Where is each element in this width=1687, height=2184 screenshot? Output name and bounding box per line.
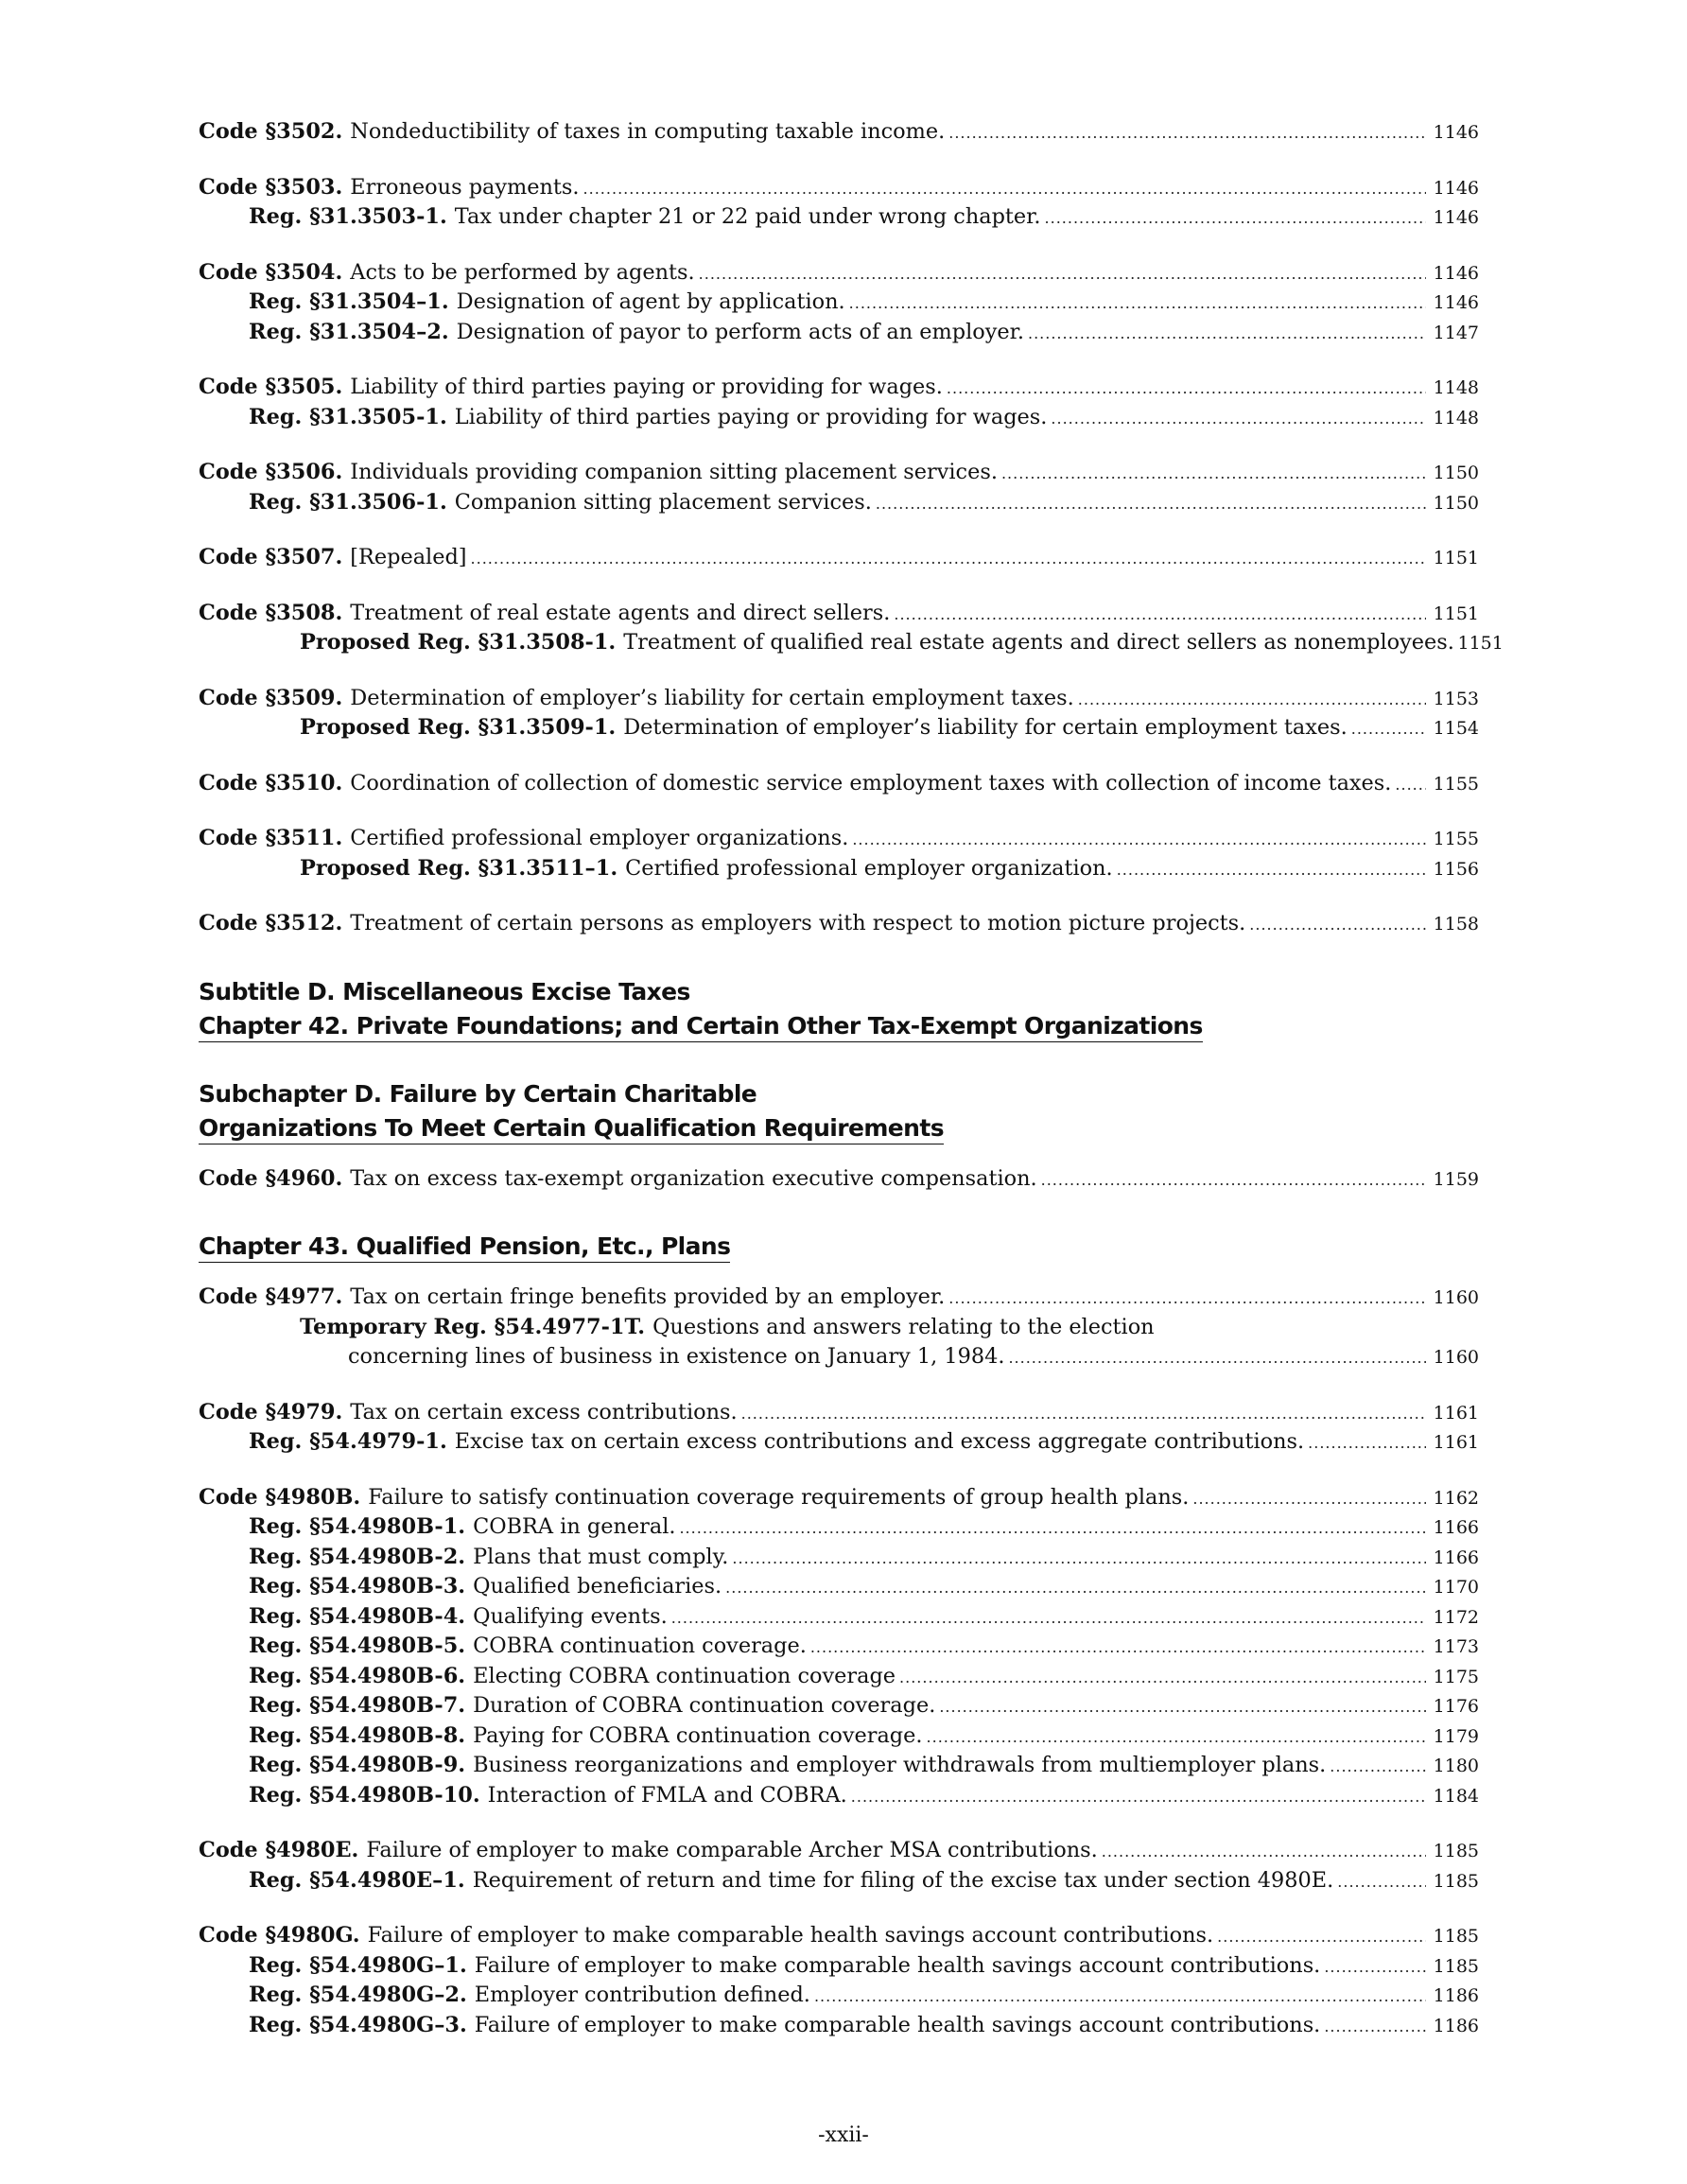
toc-entry-title: Nondeductibility of taxes in computing taxable income.: [350, 119, 946, 144]
dot-leader: [699, 265, 1426, 283]
toc-entry-title: [Repealed]: [350, 545, 467, 569]
subtitle-heading: Subtitle D. Miscellaneous Excise Taxes: [199, 977, 690, 1005]
toc-entry-page-number: 1146: [1433, 177, 1479, 199]
toc-entry: [199, 204, 1479, 235]
toc-entry-reference: Reg. §54.4980B-9.: [249, 1753, 466, 1777]
toc-entry: [199, 175, 1479, 205]
toc-entry-reference: Reg. §31.3503-1.: [249, 204, 447, 229]
toc-entry-title: Liability of third parties paying or providing for wages.: [454, 404, 1048, 429]
dot-leader: [1117, 861, 1426, 879]
toc-entry: [199, 119, 1479, 149]
toc-entry: [199, 715, 1479, 745]
dot-leader: [1217, 1928, 1426, 1946]
dot-leader: [1028, 324, 1426, 342]
toc-entry-page-number: 1186: [1433, 2015, 1479, 2036]
toc-entry: [199, 1664, 1479, 1694]
page-number: -xxii-: [818, 2123, 869, 2147]
toc-entry-title: Failure of employer to make comparable health savings account contributions.: [474, 1952, 1321, 1978]
dot-leader: [1041, 1171, 1426, 1189]
toc-entry-reference: Proposed Reg. §31.3511–1.: [300, 855, 618, 881]
toc-entry: [199, 601, 1479, 631]
toc-entry-title: Questions and answers relating to the election: [652, 1314, 1155, 1339]
toc-entry: [199, 1400, 1479, 1430]
toc-entry-reference: Reg. §54.4980B-8.: [249, 1722, 466, 1748]
toc-entry-page-number: 1153: [1433, 688, 1479, 709]
toc-entry: [199, 1166, 1479, 1197]
dot-leader: [948, 124, 1426, 142]
toc-entry: [199, 686, 1479, 716]
toc-entry-title: Qualified beneficiaries.: [473, 1574, 722, 1599]
toc-entry-page-number: 1158: [1433, 914, 1479, 935]
toc-entry-page-number: 1162: [1433, 1487, 1479, 1509]
toc-entry: [199, 1723, 1479, 1754]
toc-entry-page-number: 1185: [1433, 1955, 1479, 1977]
toc-entry-page-number: 1161: [1433, 1402, 1479, 1424]
toc-entry-title: Tax on excess tax-exempt organization executive compensation.: [350, 1165, 1037, 1191]
toc-entry: [199, 320, 1479, 350]
toc-entry-page-number: 1179: [1433, 1725, 1479, 1747]
toc-entry-reference: Code §3510.: [199, 770, 343, 795]
toc-entry-title: Tax on certain fringe benefits provided by an employer.: [350, 1284, 946, 1309]
toc-entry-title: Interaction of FMLA and COBRA.: [487, 1782, 847, 1808]
dot-leader: [1249, 916, 1426, 934]
toc-entry-reference: Reg. §54.4980B-5.: [249, 1634, 466, 1658]
toc-entry-page-number: 1166: [1433, 1546, 1479, 1568]
subtitle-d-heading-block: [199, 975, 1479, 1043]
toc-entry-reference: Reg. §54.4979-1.: [249, 1429, 447, 1454]
toc-entry-page-number: 1180: [1433, 1756, 1479, 1776]
toc-entry-reference: Reg. §54.4980B-3.: [249, 1574, 466, 1599]
toc-section-chapter-42: [199, 1166, 1479, 1197]
dot-leader: [894, 605, 1426, 623]
dot-leader: [583, 180, 1426, 198]
dot-leader: [810, 1638, 1426, 1656]
toc-entry-page-number: 1161: [1433, 1432, 1479, 1453]
table-of-contents: [199, 119, 1504, 2042]
toc-entry-reference: Reg. §54.4980G–3.: [249, 2012, 467, 2037]
dot-leader: [1078, 690, 1426, 708]
toc-entry-reference: Code §3509.: [199, 685, 343, 710]
toc-entry: [199, 545, 1479, 575]
toc-entry-page-number: 1175: [1433, 1666, 1479, 1687]
toc-entry-title: Qualifying events.: [473, 1603, 668, 1629]
toc-entry-reference: Code §3505.: [199, 375, 343, 399]
toc-entry: [199, 826, 1479, 856]
toc-entry-title: Erroneous payments.: [350, 174, 580, 200]
dot-leader: [1337, 1873, 1426, 1891]
toc-section-subtitle-c: [199, 119, 1504, 941]
toc-entry-reference: Code §4980G.: [199, 1923, 360, 1948]
toc-entry-title: concerning lines of business in existence on January 1, 1984.: [348, 1344, 1005, 1369]
toc-entry: [199, 1485, 1479, 1515]
toc-entry-page-number: 1160: [1433, 1347, 1479, 1368]
toc-entry-title: Certified professional employer organizations.: [350, 826, 849, 850]
toc-entry-title: Plans that must comply.: [473, 1544, 729, 1569]
toc-entry-reference: Reg. §54.4980G–1.: [249, 1952, 467, 1978]
dot-leader: [876, 495, 1426, 513]
toc-entry-page-number: 1173: [1433, 1636, 1479, 1657]
chapter-43-heading: Chapter 43. Qualified Pension, Etc., Plans: [199, 1231, 730, 1263]
toc-entry-reference: Code §3502.: [199, 119, 343, 144]
toc-entry: [199, 1574, 1479, 1604]
toc-entry-title: Failure of employer to make comparable health savings account contributions.: [367, 1923, 1214, 1948]
toc-entry: [199, 1923, 1479, 1953]
toc-entry: [199, 490, 1479, 520]
toc-entry-page-number: 1176: [1433, 1696, 1479, 1717]
chapter-42-heading: Chapter 42. Private Foundations; and Certain Other Tax-Exempt Organizations: [199, 1010, 1203, 1042]
toc-entry-reference: Code §4980B.: [199, 1484, 361, 1510]
toc-entry-page-number: 1146: [1433, 262, 1479, 284]
toc-entry-page-number: 1155: [1433, 773, 1479, 795]
toc-entry-reference: Reg. §54.4980E–1.: [249, 1867, 465, 1893]
toc-entry: [199, 771, 1479, 801]
toc-entry: [199, 460, 1479, 490]
toc-entry-title: Companion sitting placement services.: [454, 489, 872, 515]
toc-entry-reference: Reg. §54.4980G–2.: [249, 1983, 467, 2007]
dot-leader: [1351, 720, 1426, 738]
toc-entry-page-number: 1170: [1433, 1577, 1479, 1598]
toc-entry: [199, 260, 1479, 290]
toc-entry-reference: Reg. §54.4980B-1.: [249, 1514, 466, 1539]
toc-entry-title: Certified professional employer organization.: [625, 855, 1113, 881]
toc-entry-page-number: 1159: [1433, 1168, 1479, 1190]
toc-entry-title: Coordination of collection of domestic service employment taxes with collection of income taxes.: [350, 770, 1392, 795]
dot-leader: [927, 1728, 1426, 1746]
dot-leader: [814, 1987, 1426, 2005]
toc-entry: [199, 1514, 1479, 1545]
toc-entry: [199, 405, 1479, 435]
toc-entry-reference: Reg. §31.3506-1.: [249, 489, 447, 515]
toc-entry: [199, 911, 1479, 941]
toc-entry: [199, 1953, 1479, 1983]
toc-entry-reference: Code §3508.: [199, 600, 343, 625]
dot-leader: [948, 1289, 1426, 1307]
toc-entry-title: Requirement of return and time for filing of the excise tax under section 4980E.: [472, 1867, 1334, 1893]
toc-entry-reference: Proposed Reg. §31.3508-1.: [300, 630, 617, 655]
toc-entry-page-number: 1172: [1433, 1606, 1479, 1628]
toc-entry-page-number: 1146: [1433, 122, 1479, 143]
toc-entry-reference: Reg. §31.3505-1.: [249, 404, 447, 429]
toc-entry-page-number: 1185: [1433, 1841, 1479, 1861]
toc-entry: [199, 1868, 1479, 1898]
toc-entry-reference: Code §3511.: [199, 826, 343, 850]
toc-entry-page-number: 1148: [1433, 377, 1479, 398]
toc-entry-reference: Reg. §54.4980B-10.: [249, 1782, 480, 1808]
toc-entry-title: Failure of employer to make comparable health savings account contributions.: [474, 2012, 1321, 2037]
toc-entry-page-number: 1151: [1433, 548, 1479, 568]
dot-leader: [1324, 1958, 1426, 1976]
toc-entry-title: Liability of third parties paying or providing for wages.: [350, 375, 943, 399]
toc-entry: [199, 1753, 1479, 1783]
toc-entry: [199, 1634, 1479, 1664]
toc-entry-reference: Proposed Reg. §31.3509-1.: [300, 715, 617, 740]
toc-entry-title: COBRA in general.: [473, 1514, 676, 1539]
toc-entry-page-number: 1154: [1433, 718, 1479, 739]
dot-leader: [679, 1519, 1426, 1537]
toc-entry-title: COBRA continuation coverage.: [473, 1634, 807, 1658]
dot-leader: [939, 1698, 1426, 1716]
toc-entry-reference: Code §3503.: [199, 174, 343, 200]
chapter-43-heading-block: [199, 1230, 1479, 1264]
toc-entry-reference: Code §3512.: [199, 911, 343, 935]
toc-entry-page-number: 1148: [1433, 407, 1479, 428]
dot-leader: [852, 830, 1426, 848]
toc-entry-title: Paying for COBRA continuation coverage.: [473, 1722, 923, 1748]
toc-entry: [199, 1284, 1479, 1315]
dot-leader: [1001, 464, 1426, 482]
toc-entry-reference: Code §4980E.: [199, 1838, 359, 1862]
toc-section-chapter-43: [199, 1284, 1479, 2042]
dot-leader: [1308, 1434, 1426, 1452]
toc-entry: [199, 2013, 1479, 2043]
dot-leader: [1051, 410, 1426, 428]
toc-entry-page-number: 1150: [1433, 492, 1479, 514]
toc-entry-title: Treatment of real estate agents and direct sellers.: [350, 600, 891, 625]
toc-entry-title: Excise tax on certain excess contributions and excess aggregate contributions.: [454, 1429, 1305, 1454]
subchapter-d-heading-block: [199, 1077, 1479, 1145]
toc-entry-title: Determination of employer’s liability for certain employment taxes.: [623, 715, 1348, 740]
dot-leader: [851, 1788, 1426, 1806]
toc-entry-page-number: 1146: [1433, 292, 1479, 313]
toc-entry-reference: Code §3504.: [199, 259, 343, 285]
toc-entry-page-number: 1186: [1433, 1985, 1479, 2006]
toc-entry: [199, 1315, 1479, 1345]
toc-entry-page-number: 1151: [1433, 603, 1479, 624]
toc-entry: [199, 375, 1479, 405]
toc-entry: [199, 1545, 1479, 1575]
dot-leader: [1395, 776, 1426, 794]
dot-leader: [1008, 1349, 1426, 1367]
dot-leader: [1330, 1757, 1426, 1775]
dot-leader: [732, 1549, 1426, 1567]
dot-leader: [1102, 1843, 1426, 1861]
toc-entry-title: Duration of COBRA continuation coverage.: [473, 1693, 936, 1718]
dot-leader: [899, 1669, 1426, 1686]
toc-entry-reference: Code §4977.: [199, 1284, 343, 1309]
toc-entry-title: Business reorganizations and employer withdrawals from multiemployer plans.: [473, 1753, 1327, 1777]
toc-entry-title: Employer contribution defined.: [474, 1983, 810, 2007]
toc-entry: [199, 630, 1504, 660]
toc-entry-reference: Reg. §54.4980B-7.: [249, 1693, 466, 1718]
toc-entry-title: Failure of employer to make comparable Archer MSA contributions.: [366, 1838, 1098, 1862]
toc-entry-title: Treatment of certain persons as employers with respect to motion picture projects.: [350, 911, 1246, 935]
toc-entry-page-number: 1160: [1433, 1287, 1479, 1308]
toc-entry-page-number: 1155: [1433, 829, 1479, 849]
dot-leader: [471, 550, 1426, 568]
toc-entry-page-number: 1185: [1433, 1870, 1479, 1892]
toc-entry: [199, 289, 1479, 320]
dot-leader: [725, 1579, 1426, 1597]
toc-entry: [199, 1429, 1479, 1459]
subchapter-heading-line1: Subchapter D. Failure by Certain Charitable: [199, 1079, 757, 1108]
toc-entry-reference: Reg. §54.4980B-2.: [249, 1544, 466, 1569]
toc-entry-title: Determination of employer’s liability for certain employment taxes.: [350, 685, 1074, 710]
dot-leader: [671, 1609, 1426, 1627]
toc-entry-page-number: 1150: [1433, 463, 1479, 483]
dot-leader: [1324, 2018, 1426, 2035]
toc-entry-page-number: 1151: [1457, 633, 1504, 654]
toc-entry-title: Treatment of qualified real estate agents and direct sellers as nonemployees.: [623, 630, 1454, 655]
toc-entry: [199, 856, 1479, 886]
toc-entry-page-number: 1166: [1433, 1517, 1479, 1538]
dot-leader: [1192, 1490, 1426, 1508]
toc-entry-title: Designation of agent by application.: [456, 289, 845, 314]
toc-entry-reference: Reg. §31.3504–2.: [249, 319, 449, 344]
toc-entry-title: Failure to satisfy continuation coverage requirements of group health plans.: [368, 1484, 1190, 1510]
toc-entry-title: Electing COBRA continuation coverage: [473, 1663, 896, 1688]
dot-leader: [741, 1405, 1426, 1423]
dot-leader: [947, 379, 1426, 397]
toc-entry-page-number: 1156: [1433, 858, 1479, 880]
toc-entry-page-number: 1184: [1433, 1785, 1479, 1807]
toc-entry-page-number: 1185: [1433, 1926, 1479, 1947]
toc-entry-page-number: 1147: [1433, 322, 1479, 343]
toc-entry-reference: Reg. §54.4980B-6.: [249, 1663, 466, 1688]
subchapter-heading-line2: Organizations To Meet Certain Qualification Requirements: [199, 1112, 944, 1144]
toc-entry: [199, 1983, 1479, 2013]
toc-entry: [199, 1344, 1479, 1374]
toc-entry: [199, 1604, 1479, 1634]
toc-entry-title: Designation of payor to perform acts of an employer.: [456, 319, 1024, 344]
toc-entry-reference: Temporary Reg. §54.4977-1T.: [300, 1314, 646, 1339]
dot-leader: [849, 294, 1426, 312]
toc-entry-reference: Code §4979.: [199, 1399, 343, 1424]
toc-entry-title: Tax under chapter 21 or 22 paid under wrong chapter.: [454, 204, 1041, 229]
toc-entry-reference: Code §3507.: [199, 545, 343, 569]
toc-entry-page-number: 1146: [1433, 207, 1479, 228]
toc-entry: [199, 1693, 1479, 1723]
toc-entry-reference: Code §4960.: [199, 1165, 343, 1191]
dot-leader: [1045, 209, 1426, 227]
toc-entry-title: Individuals providing companion sitting placement services.: [350, 460, 998, 484]
toc-entry: [199, 1838, 1479, 1868]
toc-entry-title: Tax on certain excess contributions.: [350, 1399, 738, 1424]
toc-entry-title: Acts to be performed by agents.: [350, 259, 695, 285]
toc-entry-reference: Code §3506.: [199, 460, 343, 484]
toc-entry: [199, 1783, 1479, 1813]
toc-entry-reference: Reg. §31.3504–1.: [249, 289, 449, 314]
toc-entry-reference: Reg. §54.4980B-4.: [249, 1603, 466, 1629]
